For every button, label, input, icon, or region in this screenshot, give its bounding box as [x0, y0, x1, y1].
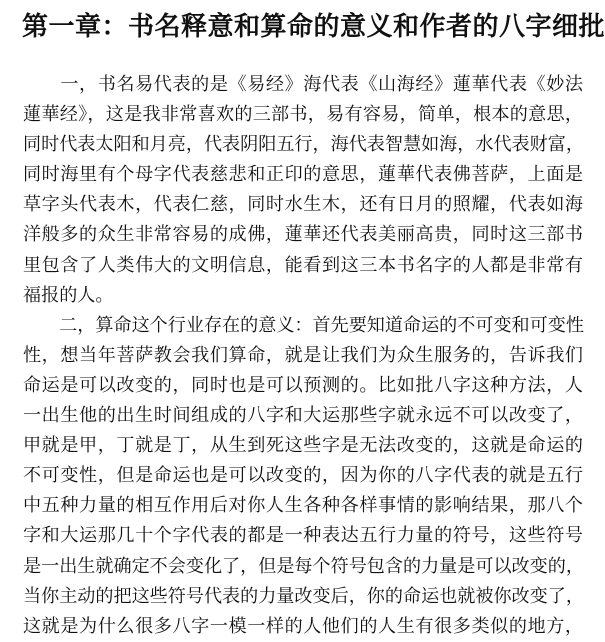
paragraph-1 [23, 70, 583, 311]
text-line: 当你主动的把这些符号代表的力量改变后，你的命运也就被你改变了， [23, 585, 584, 607]
text-line: 不可变性，但是命运也是可以改变的，因为你的八字代表的就是五行 [23, 465, 583, 487]
chapter-title: 第一章：书名释意和算命的意义和作者的八字细批 [22, 12, 605, 42]
text-line: 这就是为什么很多八字一模一样的人他们的人生有很多类似的地方， [23, 615, 583, 637]
text-line: 命运是可以改变的，同时也是可以预测的。比如批八字这种方法，人 [23, 374, 583, 396]
text-line: 同时代表太阳和月亮，代表阴阳五行，海代表智慧如海，水代表财富， [23, 134, 584, 156]
text-line: 二，算命这个行业存在的意义：首先要知道命运的不可变和可变性 [23, 314, 584, 336]
text-line: 草字头代表木，代表仁慈，同时水生木，还有日月的照耀，代表如海 [23, 194, 583, 216]
text-line: 一出生他的出生时间组成的八字和大运那些字就永远不可以改变了， [23, 405, 583, 427]
text-line: 蓮華经》，这是我非常喜欢的三部书，易有容易，简单，根本的意思， [23, 104, 583, 126]
text-line: 里包含了人类伟大的文明信息，能看到这三本书名字的人都是非常有 [23, 254, 583, 276]
text-line: 甲就是甲，丁就是丁，从生到死这些字是无法改变的，这就是命运的 [23, 435, 583, 457]
document-body [23, 70, 583, 642]
paragraph-2 [23, 311, 583, 642]
text-line: 字和大运那几十个字代表的都是一种表达五行力量的符号，这些符号 [23, 525, 583, 547]
text-line: 福报的人。 [23, 284, 114, 306]
text-line: 性，想当年菩萨教会我们算命，就是让我们为众生服务的，告诉我们 [23, 344, 583, 366]
text-line: 一，书名易代表的是《易经》海代表《山海经》蓮華代表《妙法 [23, 74, 583, 95]
text-line: 同时海里有个母字代表慈悲和正印的意思，蓮華代表佛菩萨，上面是 [23, 164, 583, 186]
text-line: 洋般多的众生非常容易的成佛，蓮華还代表美丽高贵，同时这三部书 [23, 224, 583, 246]
text-line: 是一出生就确定不会变化了，但是每个符号包含的力量是可以改变的， [23, 555, 584, 577]
text-line: 中五种力量的相互作用后对你人生各种各样事情的影响结果，那八个 [23, 495, 583, 517]
